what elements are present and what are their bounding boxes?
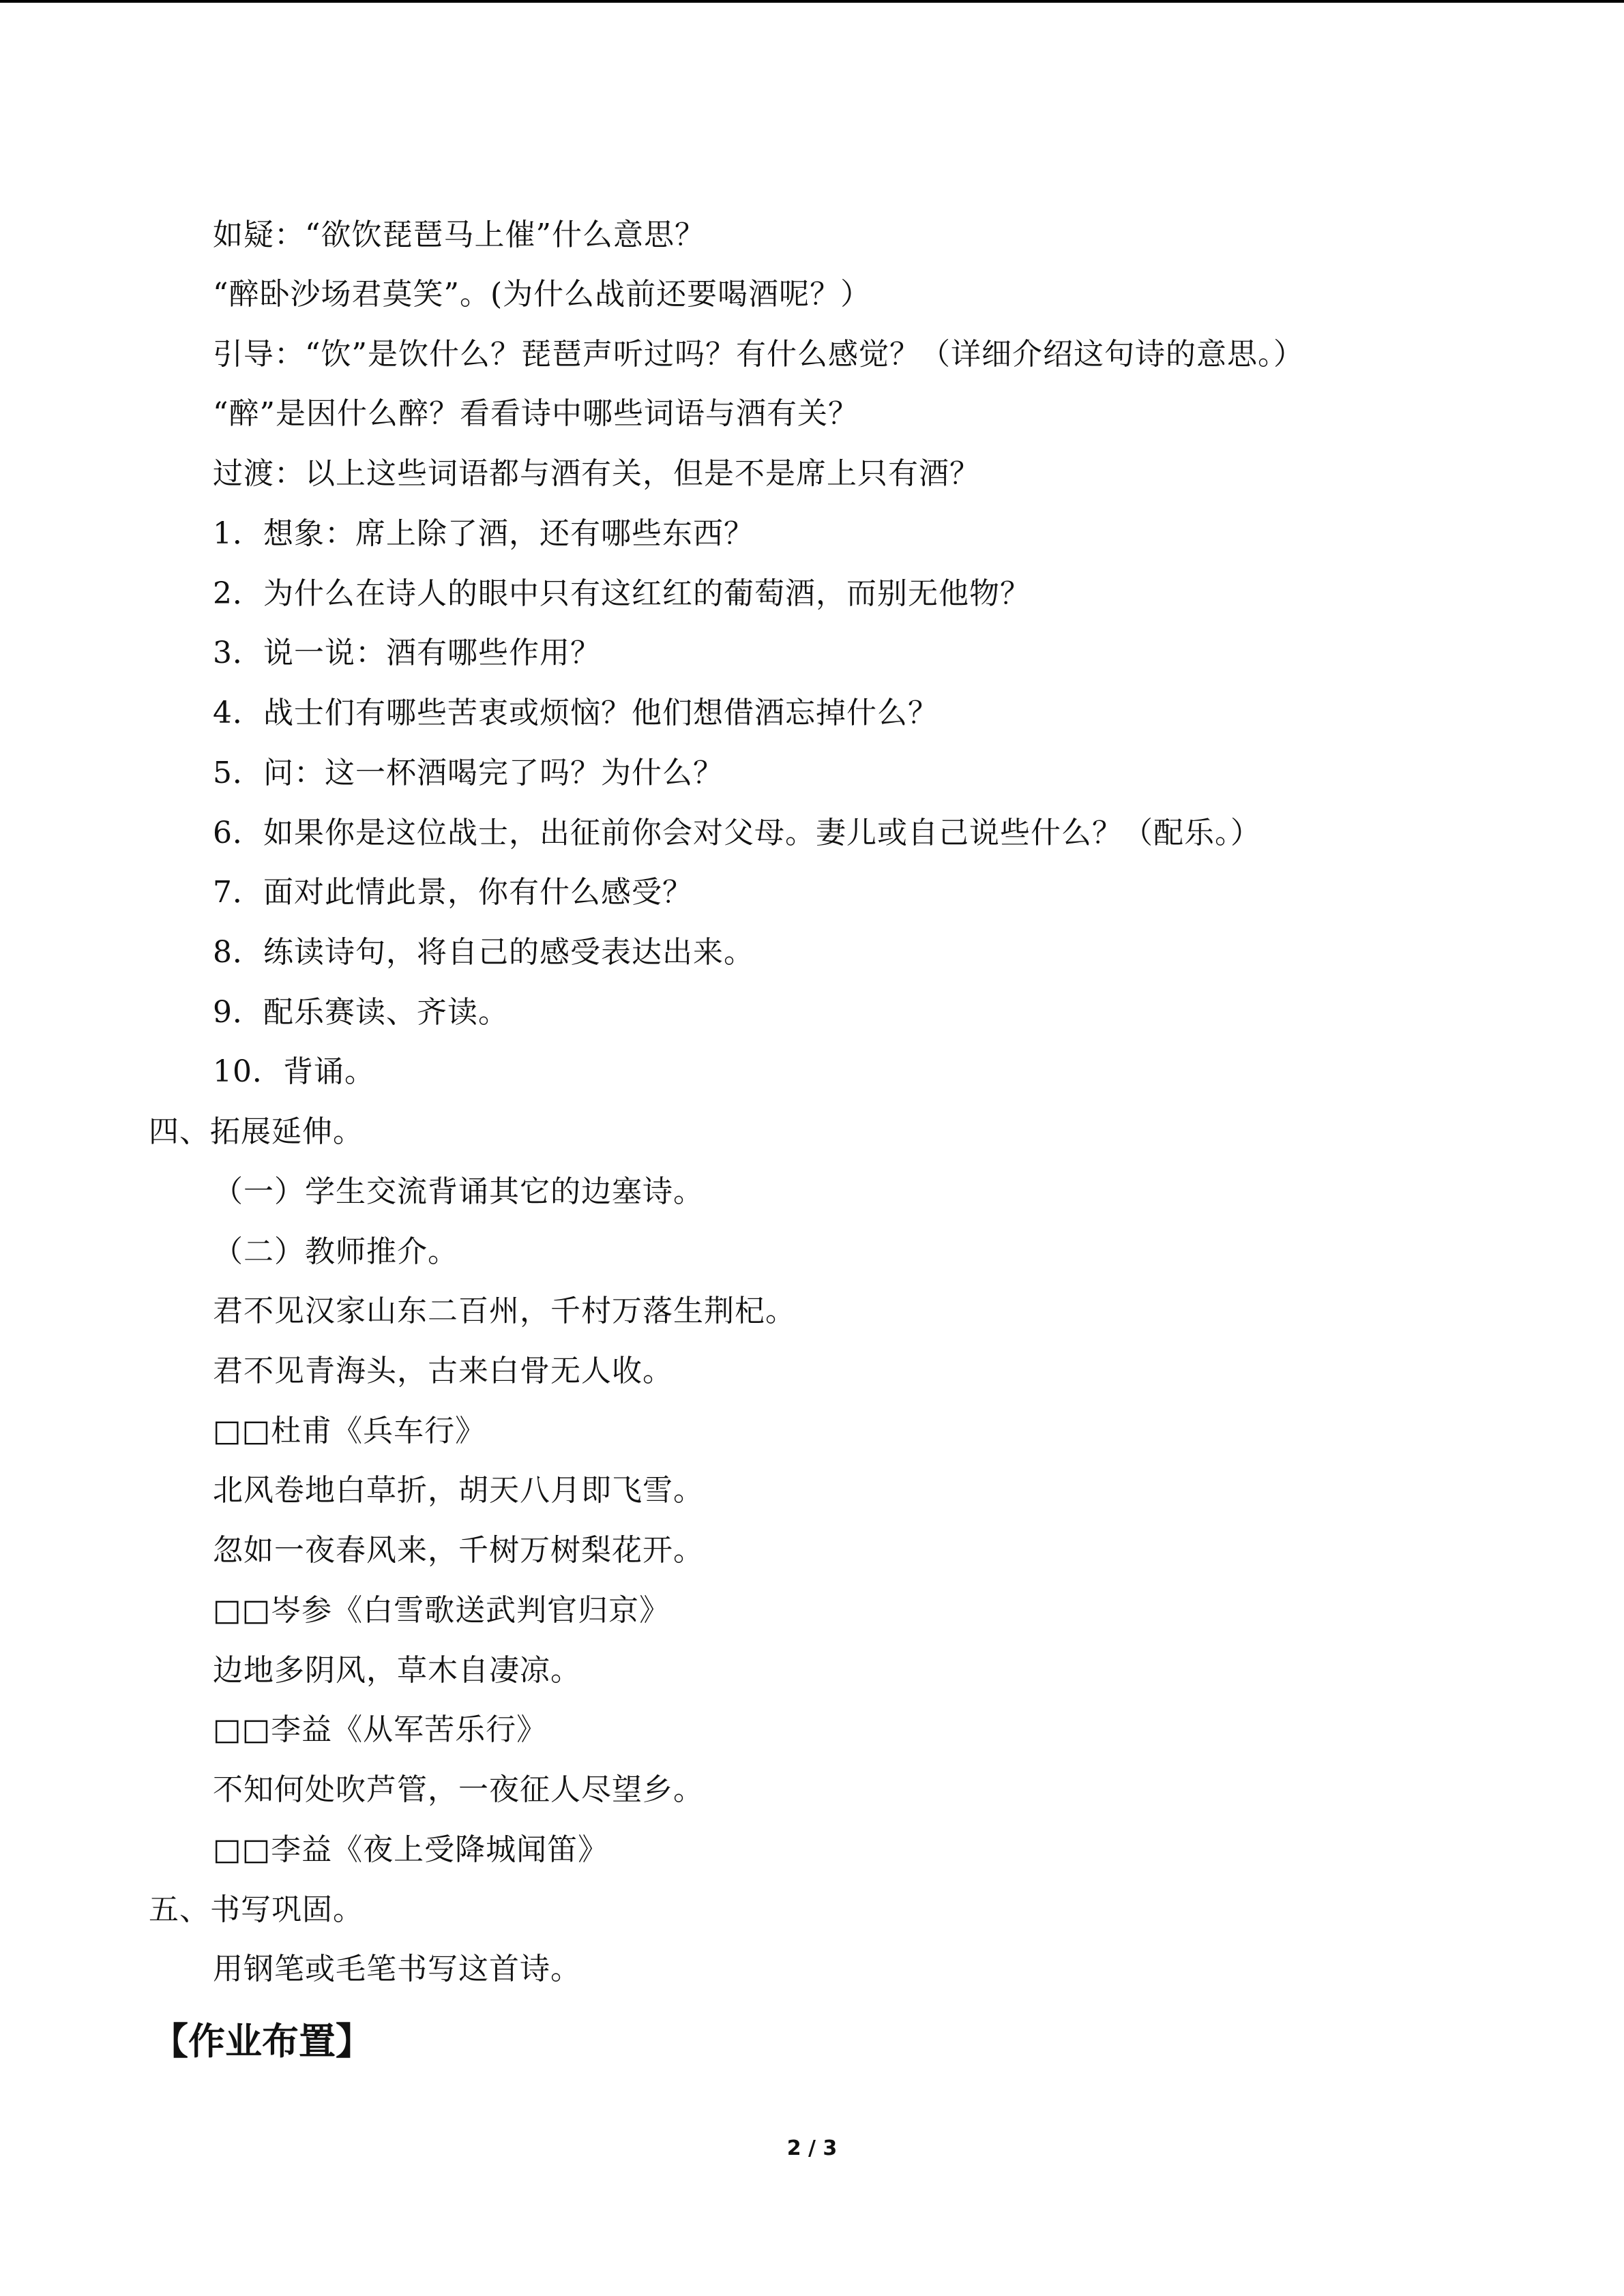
poem-attribution: □□李益《从军苦乐行》 bbox=[213, 1712, 548, 1747]
text-line: 如疑：“欲饮琵琶马上催”什么意思？ bbox=[213, 218, 705, 252]
numbered-item: 4．战士们有哪些苦衷或烦恼？他们想借酒忘掉什么？ bbox=[213, 696, 939, 730]
poem-line: 君不见青海头，古来白骨无人收。 bbox=[213, 1354, 673, 1388]
poem-attribution: □□杜甫《兵车行》 bbox=[213, 1414, 486, 1448]
poem-line: 忽如一夜春风来，千树万树梨花开。 bbox=[213, 1533, 704, 1568]
homework-heading: 【作业布置】 bbox=[151, 2020, 372, 2063]
poem-attribution: □□岑参《白雪歌送武判官归京》 bbox=[213, 1593, 670, 1628]
numbered-item: 6．如果你是这位战士，出征前你会对父母。妻儿或自己说些什么？（配乐。） bbox=[213, 816, 1261, 850]
numbered-item: 8．练读诗句，将自己的感受表达出来。 bbox=[213, 935, 754, 970]
section-heading: 四、拓展延伸。 bbox=[149, 1114, 364, 1149]
numbered-item: 2．为什么在诗人的眼中只有这红红的葡萄酒，而别无他物？ bbox=[213, 576, 1031, 611]
poem-line: 君不见汉家山东二百州，千村万落生荆杞。 bbox=[213, 1294, 796, 1328]
poem-attribution: □□李益《夜上受降城闻笛》 bbox=[213, 1832, 609, 1867]
section-heading: 五、书写巩固。 bbox=[149, 1892, 364, 1927]
text-line: “醉”是因什么醉？看看诗中哪些词语与酒有关？ bbox=[213, 396, 859, 431]
numbered-item: 7．面对此情此景，你有什么感受？ bbox=[213, 875, 693, 910]
numbered-item: 5．问：这一杯酒喝完了吗？为什么？ bbox=[213, 756, 724, 790]
text-line: “醉卧沙场君莫笑”。(为什么战前还要喝酒呢？） bbox=[213, 277, 872, 312]
numbered-item: 9．配乐赛读、齐读。 bbox=[213, 995, 509, 1030]
poem-line: 边地多阴风，草木自凄凉。 bbox=[213, 1653, 581, 1688]
sub-item: （二）教师推介。 bbox=[213, 1234, 458, 1269]
numbered-item: 3．说一说：酒有哪些作用？ bbox=[213, 636, 601, 670]
numbered-item: 10．背诵。 bbox=[213, 1054, 375, 1089]
poem-line: 不知何处吹芦管，一夜征人尽望乡。 bbox=[213, 1772, 704, 1807]
text-line: 引导：“饮”是饮什么？琵琶声听过吗？有什么感觉？（详细介绍这句诗的意思。） bbox=[213, 337, 1304, 372]
numbered-item: 1．想象：席上除了酒，还有哪些东西？ bbox=[213, 516, 754, 551]
page-number: 2 / 3 bbox=[786, 2136, 838, 2160]
top-border-rule bbox=[0, 0, 1624, 3]
poem-line: 北风卷地白草折，胡天八月即飞雪。 bbox=[213, 1473, 704, 1508]
text-line: 用钢笔或毛笔书写这首诗。 bbox=[213, 1952, 581, 1986]
text-line: 过渡：以上这些词语都与酒有关，但是不是席上只有酒？ bbox=[213, 456, 980, 491]
sub-item: （一）学生交流背诵其它的边塞诗。 bbox=[213, 1174, 704, 1209]
